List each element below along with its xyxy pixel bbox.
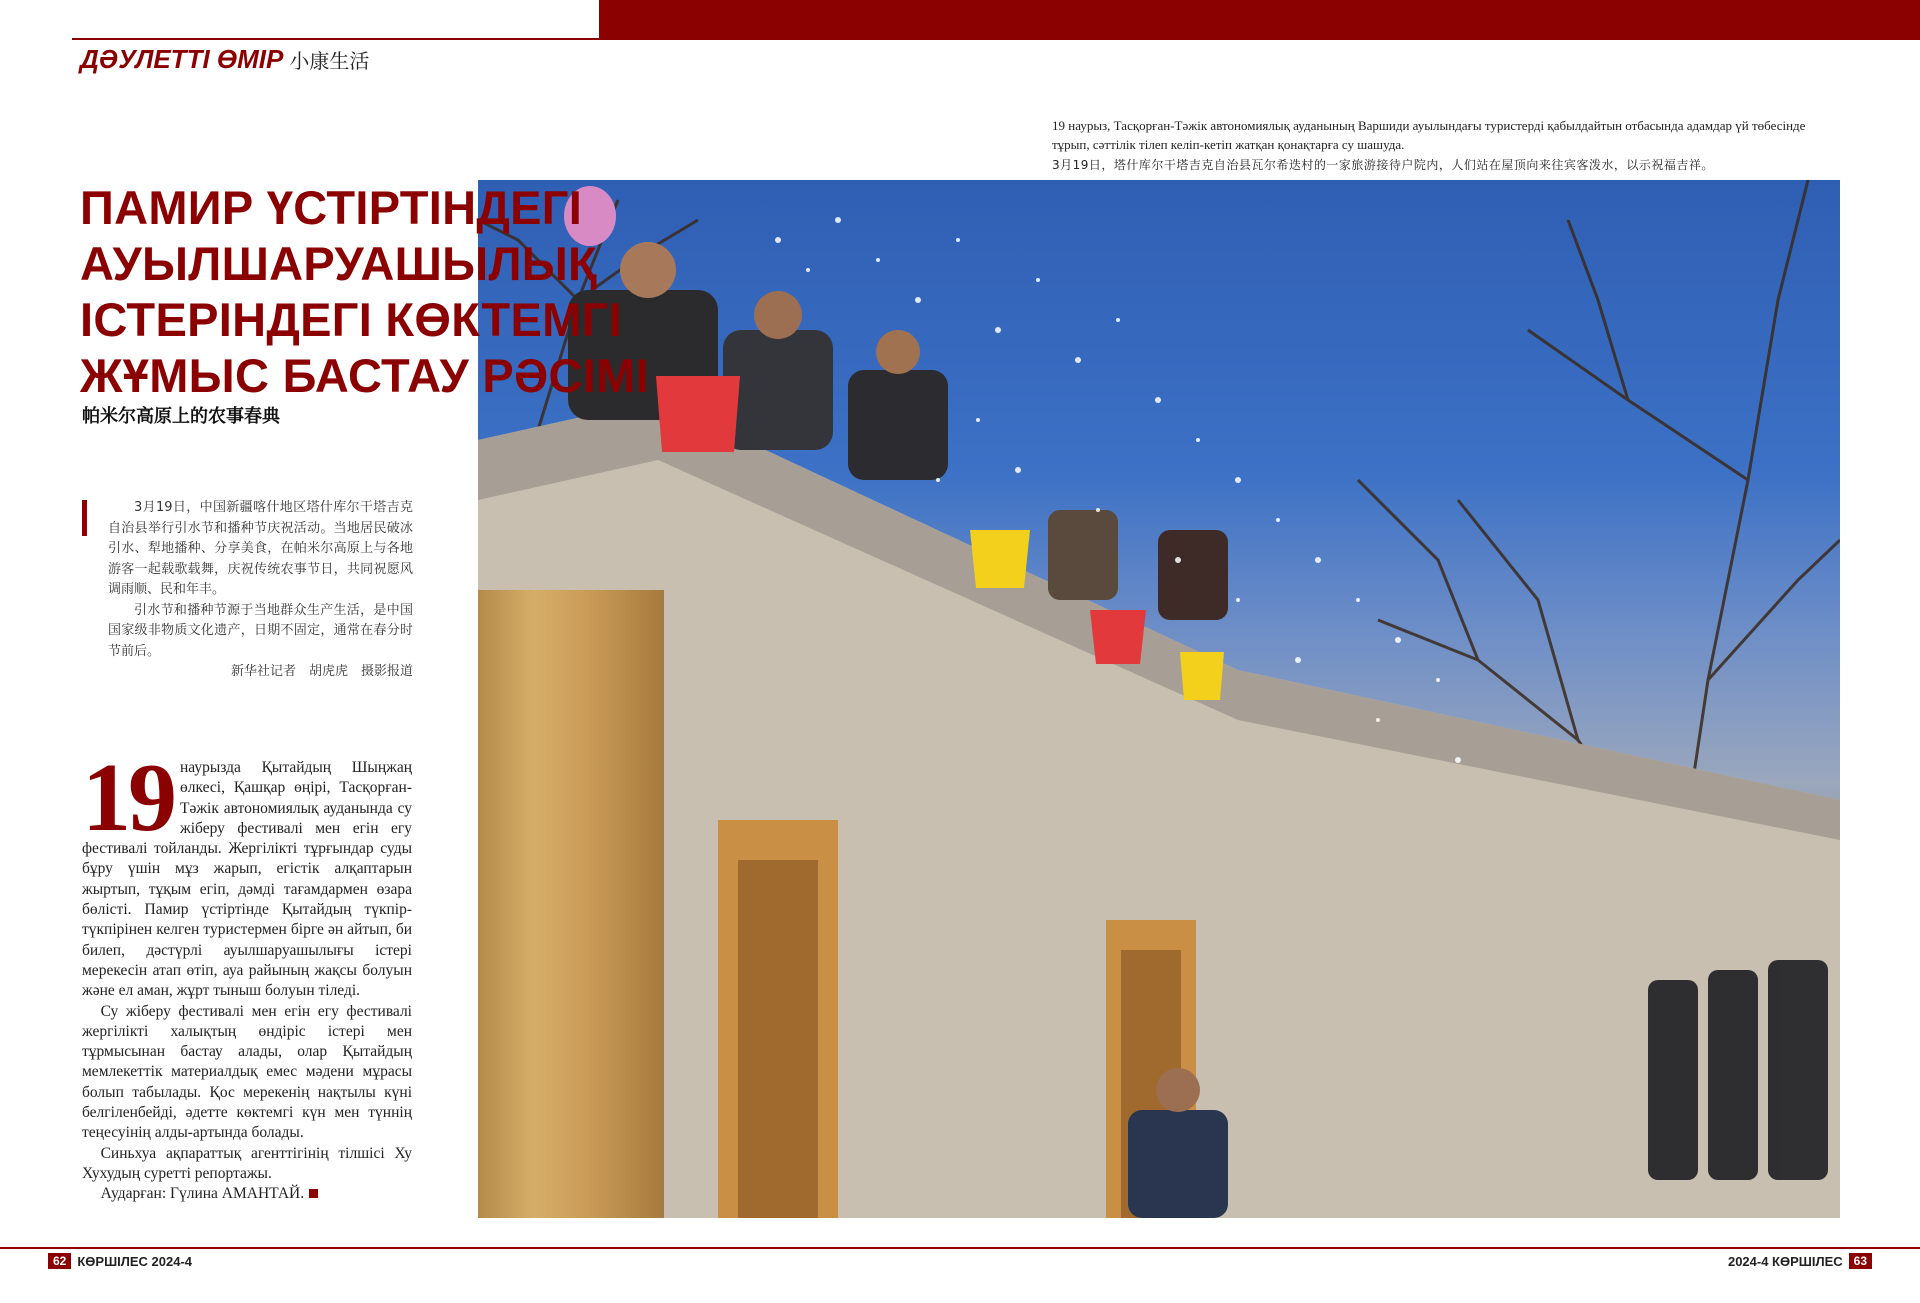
- crowd: [1648, 960, 1828, 1180]
- wooden-panel: [478, 590, 664, 1218]
- section-label-zh: 小康生活: [289, 49, 370, 73]
- headline-line-2: АУЫЛШАРУАШЫЛЫҚ: [80, 237, 598, 290]
- yellow-bucket: [970, 530, 1030, 588]
- door-1-panel: [738, 860, 818, 1218]
- red-bucket-2: [1090, 610, 1146, 664]
- footer-rule-right: [960, 1247, 1920, 1249]
- footer-right: [1728, 1253, 1872, 1269]
- headline-line-1: ПАМИР ҮСТІРТІНДЕГІ: [80, 181, 583, 234]
- body-paragraph-4: [82, 1184, 412, 1204]
- section-label-kz: ДӘУЛЕТТІ ӨМІР: [80, 44, 284, 74]
- body-paragraph-2: Су жіберу фестивалі мен егін егу фестивалі жергілікті халықтың өндіріс істері мен тұрмысынан бастау алады, олар Қытайдың мемлекеттік материалдық емес мәдени мұрасы болып табылады. Қос мерекенің нақтылы күні белгіленбейді, әдетте көктемгі күн мен түннің теңесуінің алды-артында болады.: [82, 1002, 412, 1142]
- intro-paragraph-2: 引水节和播种节源于当地群众生产生活，是中国国家级非物质文化遗产，日期不固定，通常在春分时节前后。: [108, 602, 413, 659]
- section-label: [80, 44, 369, 75]
- caption-zh: 3月19日，塔什库尔干塔吉克自治县瓦尔希迭村的一家旅游接待户院内，人们站在屋顶向来往宾客泼水，以示祝福吉祥。: [1052, 158, 1714, 172]
- photo-caption: [1052, 116, 1840, 175]
- red-bucket: [656, 376, 740, 452]
- page-number-left: 62: [48, 1253, 71, 1269]
- footer-left: [48, 1253, 192, 1269]
- main-photo: [478, 180, 1840, 1218]
- drop-cap: 19: [82, 744, 174, 852]
- yellow-bucket-2: [1180, 652, 1224, 700]
- body-paragraph-1: наурызда Қытайдың Шыңжаң өлкесі, Қашқар өңірі, Тасқорған-Тәжік автономиялық ауданында су жіберу фестивалі мен егін егу фестивалі тойланды. Жергілікті тұрғындар суды бұру үшін мұз жарып, егістік алқаптарын жыртып, тұқым егіп, дәмді тағамдармен өзара бөлісті. Памир үстіртінде Қытайдың түкпір-түкпірінен келген туристермен бірге ән айтып, би билеп, дәстүрлі ауылшаруашылығы істері мерекесін атап өтіп, ауа райының жақсы болуын және ел аман, жұрт тыныш болуын тіледі.: [82, 759, 412, 1000]
- translator-credit: Аударған: Гүлина АМАНТАЙ.: [100, 1185, 305, 1203]
- footer-title-left: КӨРШІЛЕС 2024-4: [77, 1253, 193, 1269]
- man-in-foreground: [1128, 1110, 1228, 1218]
- top-rule: [72, 38, 599, 40]
- body-paragraph-3: Синьхуа ақпараттық агенттігінің тілшісі Ху Хухудың суретті репортажы.: [82, 1144, 412, 1182]
- intro-marker: [82, 500, 87, 536]
- footer-rule-left: [0, 1247, 960, 1249]
- intro-credit: 新华社记者 胡虎虎 摄影报道: [230, 664, 413, 679]
- end-mark: [309, 1189, 318, 1198]
- top-color-band: [599, 0, 1920, 40]
- footer-title-right: 2024-4 КӨРШІЛЕС: [1727, 1253, 1843, 1269]
- caption-kz: 19 наурыз, Тасқорған-Тәжік автономиялық ауданының Варшиди ауылындағы туристерді қабылдайтын отбасында адамдар үй төбесінде тұрып, сәттілік тілеп келіп-кетіп жатқан қонақтарға су шашуда.: [1052, 118, 1806, 152]
- article-headline: [80, 180, 649, 404]
- headline-line-3: ІСТЕРІНДЕГІ КӨКТЕМГІ: [80, 293, 622, 346]
- intro-paragraph-1: 3月19日，中国新疆喀什地区塔什库尔干塔吉克自治县举行引水节和播种节庆祝活动。当地居民破冰引水、犁地播种、分享美食，在帕米尔高原上与各地游客一起载歌载舞，庆祝传统农事节日，共同祝愿风调雨顺、民和年丰。: [108, 500, 413, 597]
- man-head: [1156, 1068, 1200, 1112]
- intro-chinese: [108, 498, 413, 683]
- headline-subtitle-zh: 帕米尔高原上的农事春典: [82, 406, 280, 427]
- headline-line-4: ЖҰМЫС БАСТАУ РӘСІМІ: [80, 349, 649, 402]
- photo-illustration: [478, 180, 1840, 1218]
- article-body: [82, 744, 412, 1205]
- page-number-right: 63: [1849, 1253, 1872, 1269]
